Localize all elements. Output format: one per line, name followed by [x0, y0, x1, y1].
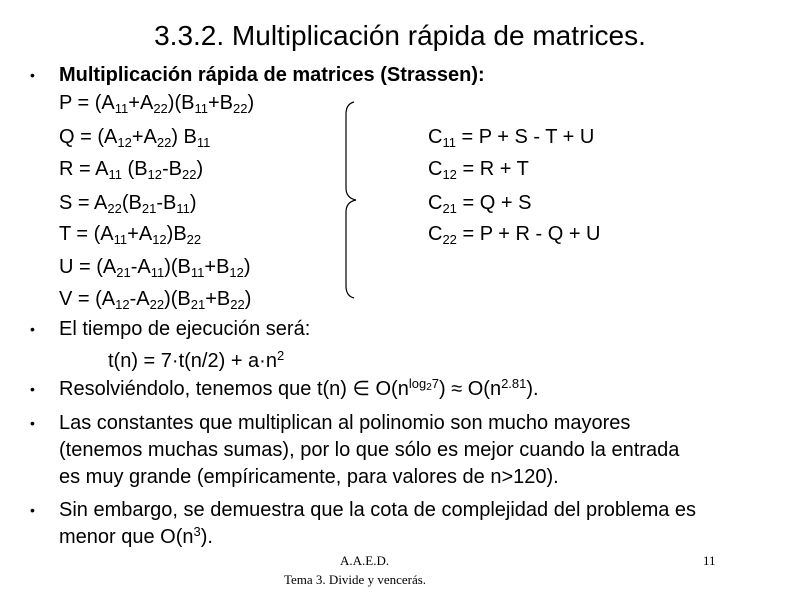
formula-p: $P = (A_{11}+A_{22})(B_{11}+B_{22})$	[59, 92, 255, 116]
formula-v: $V = (A_{12}-A_{22})(B_{21}+B_{22})$	[59, 288, 252, 312]
formula-r: $R = A_{11}$ $(B_{12}-B_{22})$	[59, 158, 204, 182]
formula-c12: $C_{12} = R + T$	[428, 158, 529, 182]
bullet-marker: •	[30, 67, 35, 83]
slide-title: 3.3.2. Multiplicación rápida de matrices.	[154, 20, 646, 51]
constants-line-3: es muy grande (empíricamente, para valores de n>120).	[59, 466, 559, 488]
constants-line-1: Las constantes que multiplican al polinomio son mucho mayores	[59, 412, 631, 434]
bullet-marker: •	[30, 321, 35, 337]
formula-c21: $C_{21} = Q + S$	[428, 192, 532, 216]
recurrence	[108, 348, 284, 374]
curly-brace-icon	[340, 100, 380, 300]
solving-line	[59, 376, 539, 402]
bullet-marker: •	[30, 502, 35, 518]
bullet-marker: •	[30, 415, 35, 431]
solving-exponent: 2.81	[501, 376, 527, 391]
formula-q: $Q = (A_{12}+A_{22})$ $B_{11}$	[59, 126, 211, 150]
time-label: El tiempo de ejecución será:	[59, 318, 311, 340]
however-end: ).	[200, 526, 213, 548]
formula-c22: $C_{22} = P + R - Q + U$	[428, 223, 601, 247]
formula-s: $S = A_{22}(B_{21}-B_{11})$	[59, 192, 197, 216]
footer-topic: Tema 3. Divide y vencerás.	[284, 572, 427, 587]
page-number: 11	[703, 553, 716, 568]
formula-u: $U = (A_{21}-A_{11})(B_{11}+B_{12})$	[59, 256, 251, 280]
solving-prefix: Resolviéndolo, tenemos que t(n) ∈ O(n	[59, 378, 409, 400]
footer-course: A.A.E.D.	[340, 553, 390, 568]
constants-line-2: (tenemos muchas sumas), por lo que sólo es mejor cuando la entrada	[59, 439, 680, 461]
however-exponent: 3	[193, 524, 201, 539]
formula-c11: $C_{11} = P + S - T + U$	[428, 126, 595, 150]
solving-mid: ) ≈ O(n	[438, 378, 502, 400]
bullet-marker: •	[30, 381, 35, 397]
solving-log-exponent: log27	[408, 376, 439, 393]
recurrence-text: t(n) = 7·t(n/2) + a·n	[108, 350, 277, 372]
however-line-2	[59, 524, 213, 550]
strassen-heading: Multiplicación rápida de matrices (Strassen):	[59, 64, 485, 86]
however-text: menor que O(n	[59, 526, 194, 548]
solving-end: ).	[526, 378, 539, 400]
however-line-1: Sin embargo, se demuestra que la cota de complejidad del problema es	[59, 499, 697, 521]
formula-t: $T = (A_{11}+A_{12})B_{22}$	[59, 223, 202, 247]
recurrence-exponent: 2	[276, 348, 285, 363]
